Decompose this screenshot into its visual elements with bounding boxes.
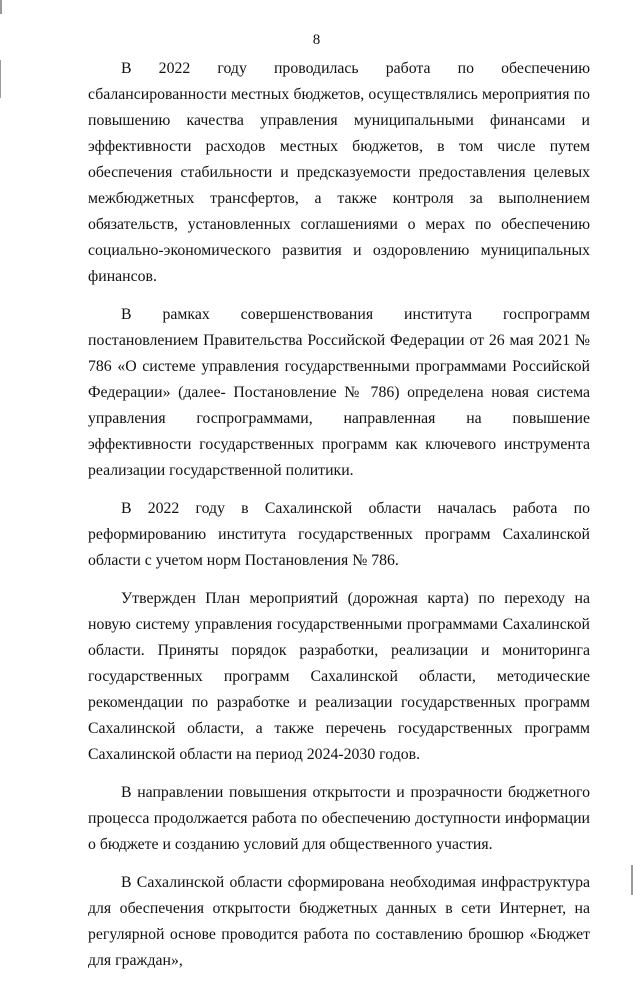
page-number: 8 [312,32,321,48]
paragraph-state-programs-reform: В рамках совершенствования института госпрограмм постановлением Правительства Российской Федерации от 26 мая 2021 № 786 «О системе управления государственными программами Российской Федерации» (далее- Постановление № 786) определена новая система управления госпрограммами, направленная на повышение эффективности государственных программ как ключевого инструмента реализации государственной политики. [88,306,590,479]
document-body [88,56,590,986]
paragraph-sakhalin-reform: В 2022 году в Сахалинской области началась работа по реформированию института государственных программ Сахалинской области с учетом норм Постановления № 786. [88,500,590,569]
scan-edge-mark-top [0,0,2,14]
scan-edge-mark-left [0,60,1,98]
paragraph-open-budget-data: В Сахалинской области сформирована необходимая инфраструктура для обеспечения открытости бюджетных данных в сети Интернет, на регулярной основе проводится работа по составлению брошюр «Бюджет для граждан», [88,874,590,969]
paragraph-budget-balance: В 2022 году проводилась работа по обеспечению сбалансированности местных бюджетов, осуществлялись мероприятия по повышению качества управления муниципальными финансами и эффективности расходов местных бюджетов, в том числе путем обеспечения стабильности и предсказуемости предоставления целевых межбюджетных трансфертов, а также контроля за выполнением обязательств, установленных соглашениями о мерах по обеспечению социально-экономического развития и оздоровлению муниципальных финансов. [88,60,590,285]
paragraph-roadmap-approved: Утвержден План мероприятий (дорожная карта) по переходу на новую систему управления государственными программами Сахалинской области. Приняты порядок разработки, реализации и мониторинга государственных программ Сахалинской области, методические рекомендации по разработке и реализации государственных программ Сахалинской области, а также перечень государственных программ Сахалинской области на период 2024-2030 годов. [88,590,590,763]
paragraph-budget-transparency: В направлении повышения открытости и прозрачности бюджетного процесса продолжается работа по обеспечению доступности информации о бюджете и созданию условий для общественного участия. [88,784,590,853]
